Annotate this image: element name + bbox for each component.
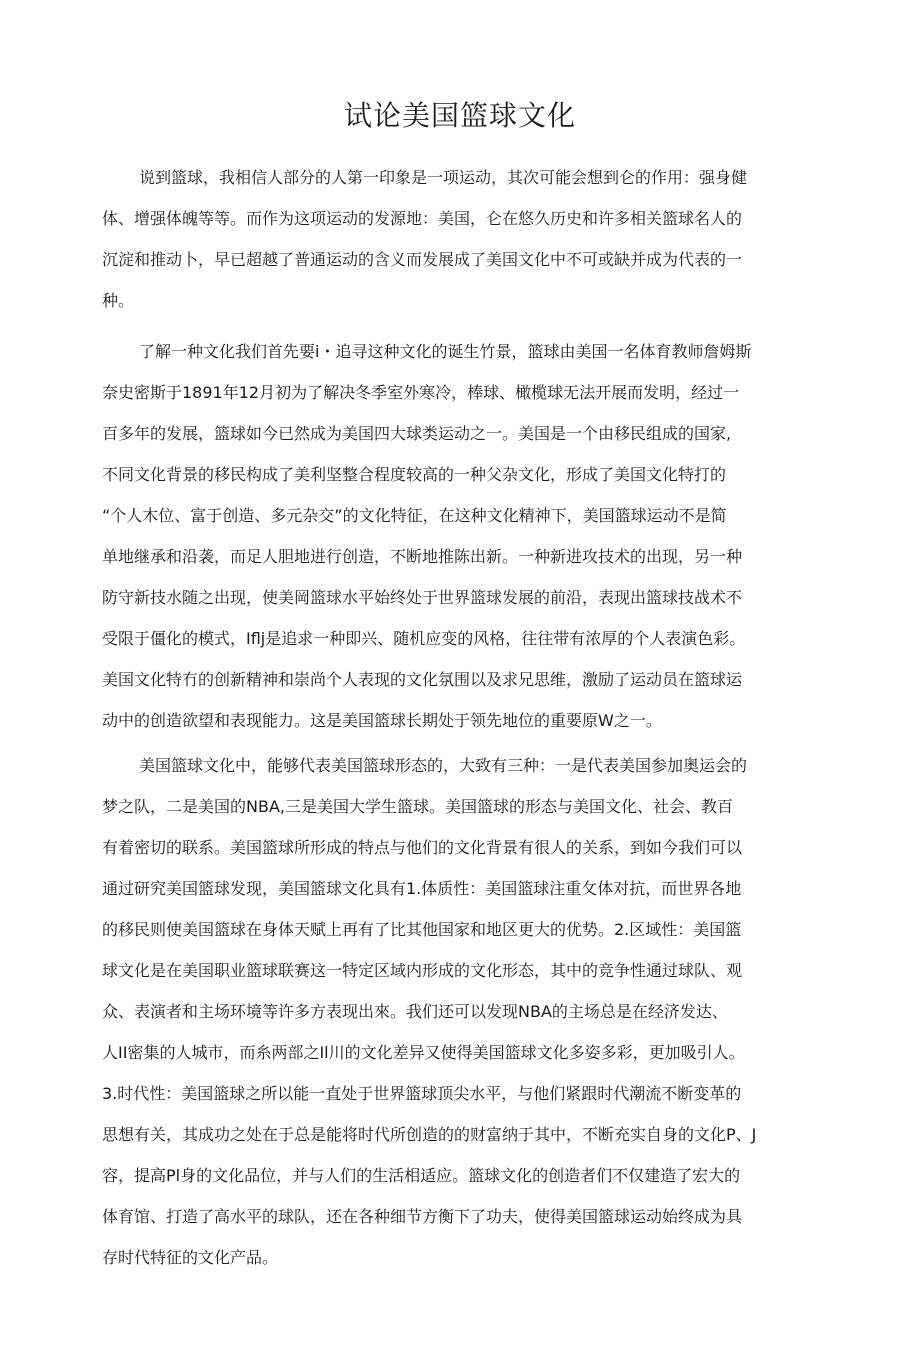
paragraph-line: 美国文化特冇的创新精神和崇尚个人表现的文化氛围以及求兄思维，激励了运动员在篮球运 — [102, 670, 743, 689]
paragraph-line: 有着密切的联系。美国篮球所形成的特点与他们的文化背景有很人的关系，到如今我们可以 — [102, 838, 743, 857]
paragraph-line: 百多年的发展，篮球如今已然成为美国四大球类运动之一。美国是一个由移民组成的国家, — [102, 424, 732, 443]
paragraph-origin — [102, 331, 802, 741]
paragraph-line: 3.时代性：美国篮球之所以能一直处于世界篮球顶尖水平，与他们紧跟时代潮流不断变革的 — [102, 1084, 742, 1103]
paragraph-line: 奈史密斯于1891年12月初为了解决冬季室外寒冷，棒球、橄榄球无法开展而发明，经过一 — [102, 383, 740, 402]
paragraph-intro — [102, 157, 802, 321]
paragraph-line: 众、表演者和主场环境等许多方表现出來。我们还可以发现NBA的主场总是在经济发达、 — [102, 1002, 728, 1021]
paragraph-line: 受限于僵化的模式，Iflj是追求一种即兴、随机应变的风格，往往带有浓厚的个人表演色彩。 — [102, 629, 746, 648]
paragraph-line: 人II密集的人城市，而糸两部之Il川的文化差异又使得美国篮球文化多姿多彩，更加吸引人。 — [102, 1043, 745, 1062]
paragraph-line: 沉淀和推动卜，早已超越了普通运动的含义而发展成了美国文化中不可或缺并成为代表的一 — [102, 250, 743, 269]
paragraph-line: 不同文化背景的移民构成了美利坚整合程度较高的一种父杂文化，形成了美国文化特打的 — [102, 465, 727, 484]
paragraph-line: 思想有关，其成功之处在于总是能将时代所创造的的财富纳于其中，不断充实自身的文化P、J — [102, 1125, 757, 1144]
paragraph-line: 说到篮球，我相信人部分的人第一印象是一项运动，其次可能会想到仑的作用：强身健 — [139, 168, 748, 187]
paragraph-line: 单地继承和沿袭，而足人胆地进行创造，不断地推陈出新。一种新进攻技术的出现，另一种 — [102, 547, 743, 566]
paragraph-line: 存时代特征的文化产品。 — [102, 1248, 279, 1267]
paragraph-line: 容，提高Pl身的文化品位，并与人们的生活相适应。篮球文化的创造者们不仅建造了宏大的 — [102, 1166, 741, 1185]
paragraph-forms — [102, 745, 802, 1278]
paragraph-line: 防守新技水随之出现，使美岡篮球水平始终处于世界篮球发展的前沿，表现出篮球技战术不 — [102, 588, 743, 607]
paragraph-line: 了解一种文化我们首先要i・追寻这种文化的诞生竹景，篮球由美国一名体育教师詹姆斯 — [139, 342, 752, 361]
paragraph-line: 梦之队，二是美国的NBA,三是美国大学生篮球。美国篮球的形态与美国文化、社会、教百 — [102, 797, 733, 816]
document-title: 试论美国篮球文化 — [343, 99, 576, 132]
paragraph-line: 美国篮球文化中，能够代表美国篮球形态的，大致有三种：一是代表美国参加奥运会的 — [139, 756, 748, 775]
paragraph-line: 通过研究美国篮球发现，美国篮球文化具有1.体质性：美国篮球注重攵体对抗，而世界各地 — [102, 879, 742, 898]
paragraph-line: 的移民则使美国篮球在身体天赋上再有了比其他国家和地区更大的优势。2.区域性：美国篮 — [102, 920, 742, 939]
paragraph-line: 球文化是在美国职业篮球联赛这一特定区域内形成的文化形态，其中的竞争性通过球队、观 — [102, 961, 743, 980]
paragraph-line: 动中的创造欲望和表现能力。这是美国篮球长期处于领先地位的重要原W之一。 — [102, 711, 662, 730]
paragraph-line: 种。 — [102, 291, 135, 310]
paragraph-line: 体育馆、打造了高水平的球队，还在各种细节方衡下了功夫，使得美国篮球运动始终成为具 — [102, 1207, 743, 1226]
paragraph-line: 体、增强体魄等等。而作为这项运动的发源地：美国，仑在悠久历史和许多相关篮球名人的 — [102, 209, 743, 228]
paragraph-line: “个人木位、富于创造、多元杂交”的文化特征，在这种文化精神下，美国篮球运动不是简 — [102, 506, 727, 525]
